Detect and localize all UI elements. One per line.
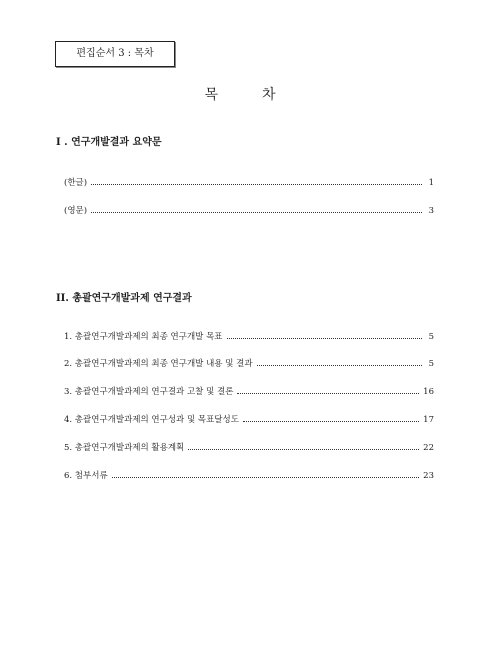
toc-entry-label: 5. 총괄연구개발과제의 활용계획 — [64, 443, 185, 453]
toc-entry-page: 5 — [428, 359, 434, 369]
title-char-2: 차 — [262, 87, 276, 103]
toc-entry — [64, 174, 434, 188]
toc-entry-label: 2. 총괄연구개발과제의 최종 연구개발 내용 및 결과 — [64, 359, 253, 369]
toc-entry-page: 1 — [428, 178, 434, 188]
toc-entry-page: 23 — [423, 471, 434, 481]
dot-leader — [237, 393, 419, 394]
toc-entry-label: (한글) — [64, 178, 88, 188]
toc-entry — [64, 355, 434, 369]
dot-leader — [112, 477, 420, 478]
toc-entry — [64, 467, 434, 481]
toc-entry-page: 22 — [423, 443, 434, 453]
toc-entry-page: 16 — [423, 387, 434, 397]
toc-entry-label: (영문) — [64, 206, 88, 216]
dot-leader — [257, 365, 422, 366]
dot-leader — [188, 449, 419, 450]
toc-entry-label: 3. 총괄연구개발과제의 연구결과 고찰 및 결론 — [64, 387, 234, 397]
title-char-1: 목 — [204, 87, 218, 103]
dot-leader — [91, 212, 422, 213]
toc-entry-label: 1. 총괄연구개발과제의 최종 연구개발 목표 — [64, 332, 223, 342]
toc-entry-page: 17 — [423, 415, 434, 425]
toc-entry-page: 5 — [428, 332, 434, 342]
dot-leader — [243, 421, 419, 422]
dot-leader — [227, 338, 422, 339]
toc-entry-page: 3 — [428, 206, 434, 216]
toc-entry-label: 4. 총괄연구개발과제의 연구성과 및 목표달성도 — [64, 415, 239, 425]
page-title — [0, 84, 480, 104]
dot-leader — [91, 184, 422, 185]
toc-entry — [64, 383, 434, 397]
toc-entry — [64, 202, 434, 216]
toc-entry — [64, 439, 434, 453]
toc-entry — [64, 411, 434, 425]
toc-entry — [64, 328, 434, 342]
toc-entry-label: 6. 첨부서류 — [64, 471, 108, 481]
edit-order-label: 편집순서 3 : 목차 — [55, 41, 175, 67]
section-1-heading: I . 연구개발결과 요약문 — [56, 137, 162, 148]
section-2-heading: II. 총괄연구개발과제 연구결과 — [56, 293, 192, 304]
